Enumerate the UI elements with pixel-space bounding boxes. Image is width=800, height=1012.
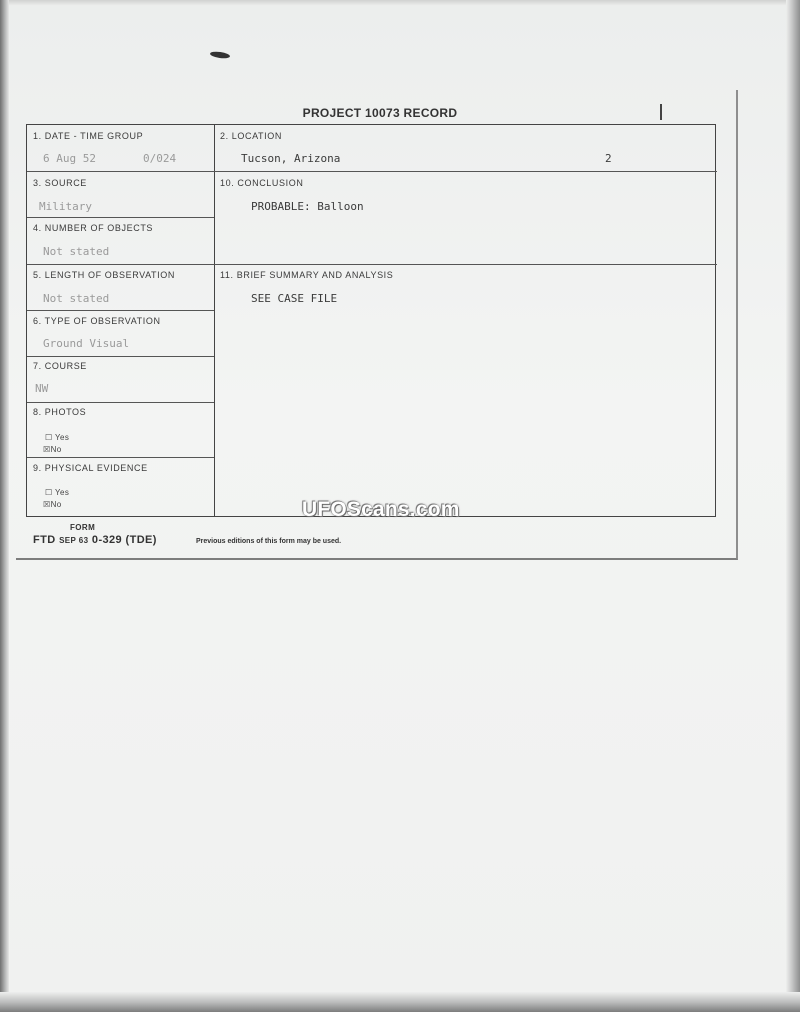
row-divider — [27, 171, 717, 172]
source-value: Military — [39, 200, 92, 213]
column-divider — [214, 125, 215, 516]
summary-value: SEE CASE FILE — [251, 292, 338, 305]
location-label: 2. LOCATION — [220, 131, 282, 141]
time-value: 0/024 — [143, 152, 177, 165]
scan-edge-left — [0, 0, 9, 1012]
footer-form-number: 0-329 (TDE) — [91, 534, 157, 546]
conclusion-label: 10. CONCLUSION — [220, 178, 304, 188]
row-divider — [27, 457, 214, 458]
watermark: UFOScans.com — [302, 498, 460, 521]
photos-label: 8. PHOTOS — [33, 407, 87, 417]
course-value: NW — [35, 382, 49, 395]
location-value: Tucson, Arizona — [241, 152, 341, 165]
ink-smudge — [210, 51, 231, 60]
summary-label: 11. BRIEF SUMMARY AND ANALYSIS — [220, 270, 394, 280]
corner-mark — [660, 104, 662, 120]
row-divider — [27, 217, 214, 218]
scan-edge-top — [0, 0, 800, 6]
type-of-observation-label: 6. TYPE OF OBSERVATION — [33, 316, 161, 326]
row-divider — [27, 356, 214, 357]
scan-edge-right — [786, 0, 800, 1012]
record-form-grid — [26, 124, 716, 517]
footer-form-word: FORM — [70, 523, 96, 532]
footer-date: SEP 63 — [59, 536, 89, 545]
type-of-observation-value: Ground Visual — [43, 337, 130, 350]
source-label: 3. SOURCE — [33, 178, 87, 188]
row-divider — [27, 310, 214, 311]
row-divider — [27, 264, 717, 265]
footer-agency: FTD — [33, 534, 56, 546]
footer-form-id — [33, 534, 157, 546]
length-of-observation-label: 5. LENGTH OF OBSERVATION — [33, 270, 175, 280]
scan-edge-bottom — [0, 992, 800, 1012]
location-ref-number: 2 — [605, 152, 612, 165]
number-of-objects-label: 4. NUMBER OF OBJECTS — [33, 223, 154, 233]
length-of-observation-value: Not stated — [43, 292, 110, 305]
photos-no-checkbox: ☒No — [43, 445, 62, 454]
form-title: PROJECT 10073 RECORD — [302, 106, 458, 120]
physical-evidence-no-checkbox: ☒No — [43, 500, 62, 509]
conclusion-value: PROBABLE: Balloon — [251, 200, 364, 213]
photos-yes-checkbox: ☐ Yes — [45, 433, 70, 442]
date-value: 6 Aug 52 — [43, 152, 96, 165]
course-label: 7. COURSE — [33, 361, 87, 371]
date-time-group-label: 1. DATE - TIME GROUP — [33, 131, 144, 141]
footer-previous-editions-note: Previous editions of this form may be used. — [196, 538, 342, 545]
physical-evidence-label: 9. PHYSICAL EVIDENCE — [33, 463, 148, 473]
row-divider — [27, 402, 214, 403]
physical-evidence-yes-checkbox: ☐ Yes — [45, 488, 70, 497]
number-of-objects-value: Not stated — [43, 245, 110, 258]
